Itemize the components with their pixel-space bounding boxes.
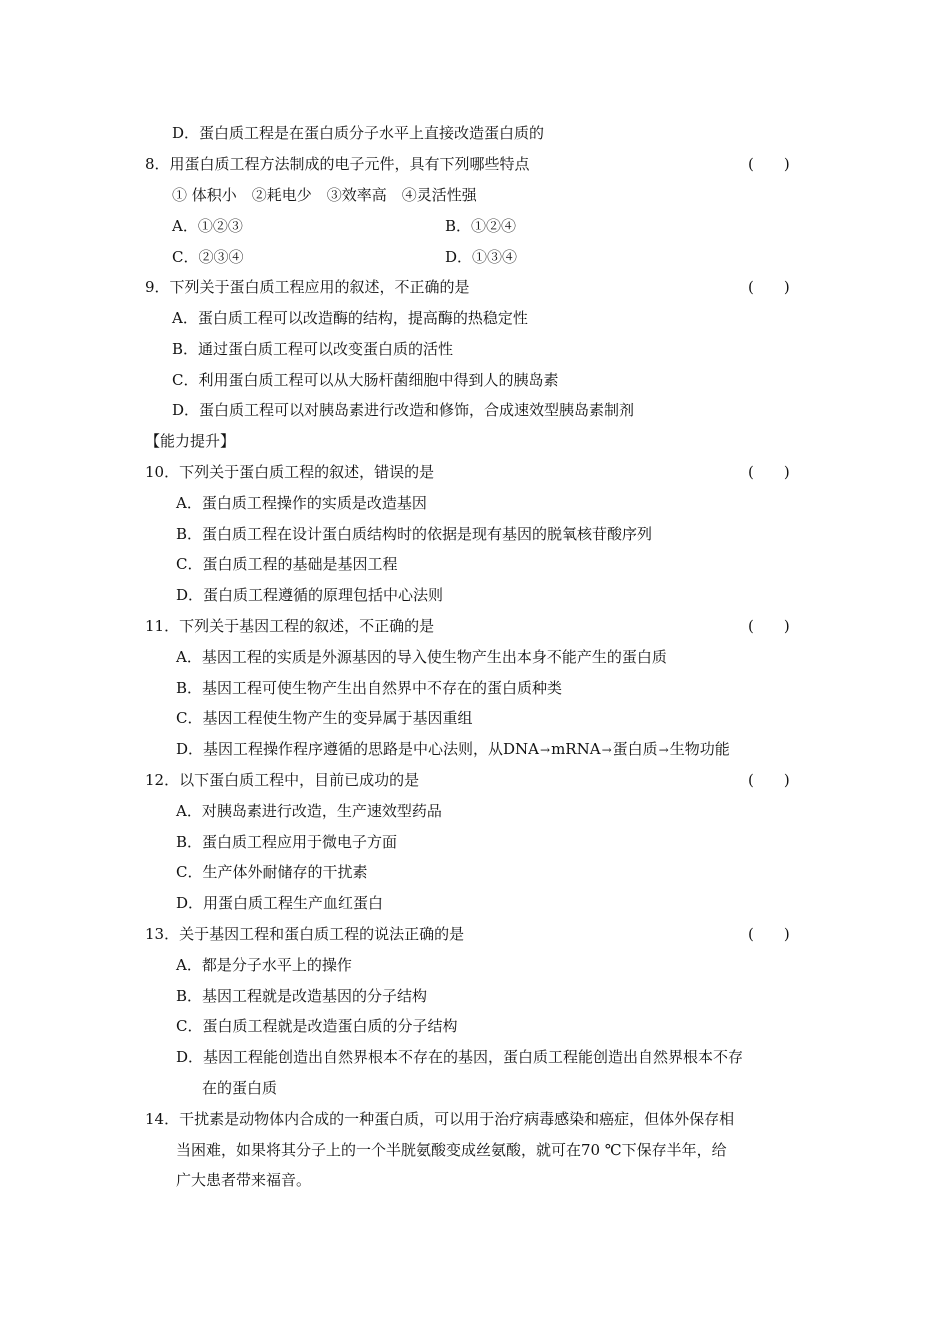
q8-answer-paren: ( ) [748, 155, 790, 173]
q9-option-b: B．通过蛋白质工程可以改变蛋白质的活性 [172, 340, 454, 358]
q9-option-d: D．蛋白质工程可以对胰岛素进行改造和修饰，合成速效型胰岛素制剂 [172, 401, 635, 419]
q12-option-a: A．对胰岛素进行改造，生产速效型药品 [176, 802, 442, 820]
q10-option-c: C．蛋白质工程的基础是基因工程 [176, 555, 398, 573]
q11-option-b: B．基因工程可使生物产生出自然界中不存在的蛋白质种类 [176, 679, 563, 697]
q11-option-d-text: D．基因工程操作程序遵循的思路是中心法则，从 [176, 740, 504, 758]
mrna-label: mRNA [551, 740, 601, 758]
q12-stem: 12．以下蛋白质工程中，目前已成功的是 [145, 771, 420, 789]
q10-option-b: B．蛋白质工程在设计蛋白质结构时的依据是现有基因的脱氧核苷酸序列 [176, 525, 653, 543]
q10-answer-paren: ( ) [748, 463, 790, 481]
q11-answer-paren: ( ) [748, 617, 790, 635]
q11-option-a: A．基因工程的实质是外源基因的导入使生物产生出本身不能产生的蛋白质 [176, 648, 667, 666]
q9-answer-paren: ( ) [748, 278, 790, 296]
q14-line1: 14．干扰素是动物体内合成的一种蛋白质，可以用于治疗病毒感染和癌症，但体外保存相 [145, 1110, 735, 1128]
q11-option-d [176, 739, 730, 760]
q8-option-b: B．①②④ [445, 217, 517, 235]
q11-stem: 11．下列关于基因工程的叙述，不正确的是 [145, 617, 435, 635]
q9-option-a: A．蛋白质工程可以改造酶的结构，提高酶的热稳定性 [172, 309, 528, 327]
q13-option-d-line2: 在的蛋白质 [202, 1079, 278, 1097]
bio-function-label: 生物功能 [669, 740, 730, 758]
q8-items: ① 体积小 ②耗电少 ③效率高 ④灵活性强 [172, 186, 477, 204]
q13-option-b: B．基因工程就是改造基因的分子结构 [176, 987, 428, 1005]
right-arrow-icon: → [601, 743, 612, 757]
q12-answer-paren: ( ) [748, 771, 790, 789]
q13-option-a: A．都是分子水平上的操作 [176, 956, 352, 974]
right-arrow-icon: → [540, 743, 551, 757]
q13-option-c: C．蛋白质工程就是改造蛋白质的分子结构 [176, 1017, 458, 1035]
q9-option-c: C．利用蛋白质工程可以从大肠杆菌细胞中得到人的胰岛素 [172, 371, 559, 389]
protein-label: 蛋白质 [612, 740, 658, 758]
q12-option-d: D．用蛋白质工程生产血红蛋白 [176, 894, 384, 912]
q8-stem: 8．用蛋白质工程方法制成的电子元件，具有下列哪些特点 [145, 155, 530, 173]
q10-option-d: D．蛋白质工程遵循的原理包括中心法则 [176, 586, 444, 604]
q10-stem: 10．下列关于蛋白质工程的叙述，错误的是 [145, 463, 435, 481]
q9-stem: 9．下列关于蛋白质工程应用的叙述，不正确的是 [145, 278, 470, 296]
right-arrow-icon: → [658, 743, 669, 757]
q13-answer-paren: ( ) [748, 925, 790, 943]
q8-option-c: C．②③④ [172, 248, 244, 266]
q10-option-a: A．蛋白质工程操作的实质是改造基因 [176, 494, 427, 512]
dna-label: DNA [503, 740, 540, 758]
q8-option-d: D．①③④ [445, 248, 518, 266]
q14-line2: 当困难，如果将其分子上的一个半胱氨酸变成丝氨酸，就可在70 ℃下保存半年，给 [176, 1141, 727, 1159]
q12-option-b: B．蛋白质工程应用于微电子方面 [176, 833, 398, 851]
q7-option-d: D．蛋白质工程是在蛋白质分子水平上直接改造蛋白质的 [172, 124, 545, 142]
section-header: 【能力提升】 [145, 432, 236, 450]
q13-stem: 13．关于基因工程和蛋白质工程的说法正确的是 [145, 925, 465, 943]
q13-option-d-line1: D．基因工程能创造出自然界根本不存在的基因，蛋白质工程能创造出自然界根本不存 [176, 1048, 744, 1066]
q11-option-c: C．基因工程使生物产生的变异属于基因重组 [176, 709, 473, 727]
q8-option-a: A．①②③ [172, 217, 243, 235]
q14-line3: 广大患者带来福音。 [176, 1171, 312, 1189]
q12-option-c: C．生产体外耐储存的干扰素 [176, 863, 368, 881]
